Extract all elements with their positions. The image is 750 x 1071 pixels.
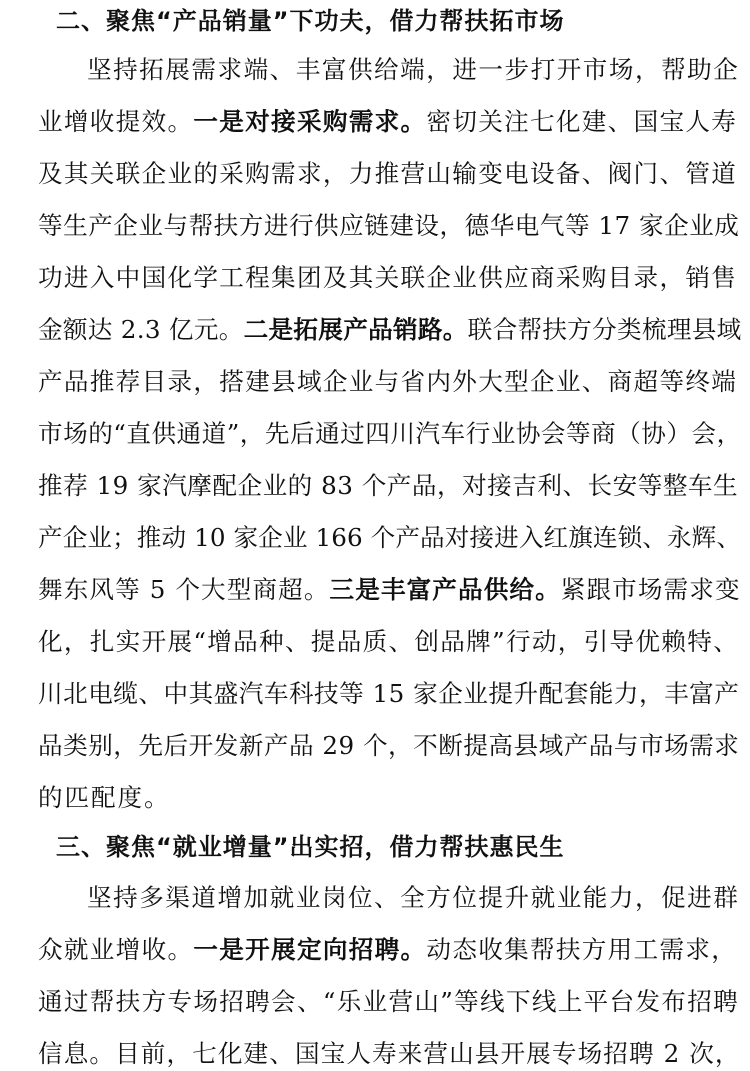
paragraph-line: 坚持拓展需求端、丰富供给端，进一步打开市场，帮助企 bbox=[87, 55, 740, 84]
paragraph-line: 品类别，先后开发新产品 29 个，不断提高县域产品与市场需求 bbox=[38, 731, 740, 760]
paragraph-line: 信息。目前，七化建、国宝人寿来营山县开展专场招聘 2 次， bbox=[38, 1039, 741, 1068]
paragraph-line: 推荐 19 家汽摩配企业的 83 个产品，对接吉利、长安等整车生 bbox=[38, 471, 739, 500]
section-3-heading: 三、聚焦“就业增量”出实招，借力帮扶惠民生 bbox=[56, 833, 565, 861]
paragraph-line: 的匹配度。 bbox=[38, 783, 171, 812]
bold-point-4: 一是开展定向招聘。 bbox=[193, 935, 427, 964]
paragraph-line: 等生产企业与帮扶方进行供应链建设，德华电气等 17 家企业成 bbox=[38, 211, 740, 240]
paragraph-line: 化，扎实开展“增品种、提品质、创品牌”行动，引导优赖特、 bbox=[38, 627, 739, 656]
paragraph-line: 川北电缆、中其盛汽车科技等 15 家企业提升配套能力，丰富产 bbox=[38, 679, 740, 708]
paragraph-line: 舞东风等 5 个大型商超。三是丰富产品供给。紧跟市场需求变 bbox=[38, 575, 741, 604]
bold-point-3: 三是丰富产品供给。 bbox=[329, 575, 561, 604]
paragraph-line: 功进入中国化学工程集团及其关联企业供应商采购目录，销售 bbox=[38, 263, 738, 292]
paragraph-line: 产企业；推动 10 家企业 166 个产品对接进入红旗连锁、永辉、 bbox=[38, 523, 742, 552]
paragraph-line: 坚持多渠道增加就业岗位、全方位提升就业能力，促进群 bbox=[87, 883, 740, 912]
bold-point-2: 二是拓展产品销路。 bbox=[243, 315, 468, 344]
section-2-heading: 二、聚焦“产品销量”下功夫，借力帮扶拓市场 bbox=[56, 7, 565, 35]
paragraph-line: 市场的“直供通道”，先后通过四川汽车行业协会等商（协）会， bbox=[38, 419, 742, 448]
paragraph-line: 业增收提效。一是对接采购需求。密切关注七化建、国宝人寿 bbox=[38, 107, 738, 136]
paragraph-line: 产品推荐目录，搭建县域企业与省内外大型企业、商超等终端 bbox=[38, 367, 738, 396]
paragraph-line: 金额达 2.3 亿元。二是拓展产品销路。联合帮扶方分类梳理县域 bbox=[38, 315, 742, 344]
paragraph-line: 及其关联企业的采购需求，力推营山输变电设备、阀门、管道 bbox=[38, 159, 738, 188]
paragraph-line: 通过帮扶方专场招聘会、“乐业营山”等线下线上平台发布招聘 bbox=[38, 987, 739, 1016]
bold-point-1: 一是对接采购需求。 bbox=[193, 107, 427, 136]
paragraph-line: 众就业增收。一是开展定向招聘。动态收集帮扶方用工需求， bbox=[38, 935, 738, 964]
